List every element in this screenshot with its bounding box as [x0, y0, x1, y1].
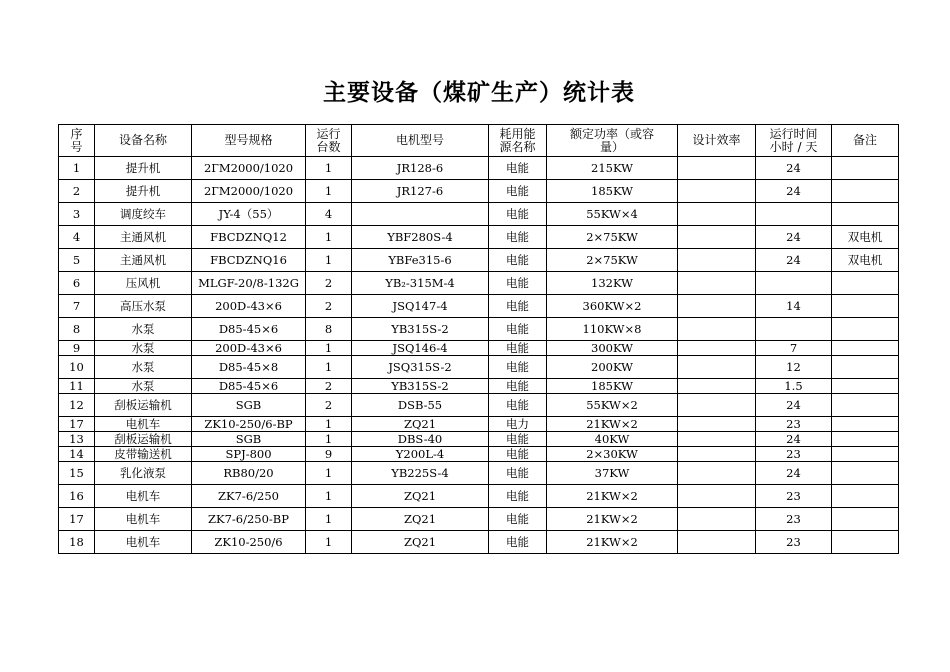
cell-design-efficiency	[678, 394, 756, 417]
cell-index: 7	[59, 295, 95, 318]
cell-design-efficiency	[678, 180, 756, 203]
cell-remarks	[832, 379, 899, 394]
cell-rated-power: 55KW×2	[547, 394, 678, 417]
cell-design-efficiency	[678, 249, 756, 272]
cell-energy-source: 电能	[489, 203, 547, 226]
cell-model-spec: RB80/20	[192, 462, 306, 485]
column-header-run-hours: 运行时间 小时 / 天	[756, 125, 832, 157]
cell-model-spec: ZK7-6/250	[192, 485, 306, 508]
cell-motor-model	[352, 203, 489, 226]
cell-run-hours: 23	[756, 485, 832, 508]
cell-energy-source: 电能	[489, 508, 547, 531]
cell-index: 15	[59, 462, 95, 485]
cell-rated-power: 21KW×2	[547, 485, 678, 508]
cell-equipment-name: 刮板运输机	[95, 432, 192, 447]
cell-design-efficiency	[678, 203, 756, 226]
table-row	[59, 157, 899, 180]
cell-run-hours: 24	[756, 180, 832, 203]
cell-run-hours: 1.5	[756, 379, 832, 394]
cell-index: 4	[59, 226, 95, 249]
cell-running-count: 4	[306, 203, 352, 226]
cell-model-spec: ZK7-6/250-BP	[192, 508, 306, 531]
cell-motor-model: YBF280S-4	[352, 226, 489, 249]
cell-model-spec: SGB	[192, 432, 306, 447]
cell-index: 5	[59, 249, 95, 272]
table-row	[59, 432, 899, 447]
cell-equipment-name: 电机车	[95, 417, 192, 432]
cell-run-hours	[756, 318, 832, 341]
cell-model-spec: ZK10-250/6-BP	[192, 417, 306, 432]
cell-equipment-name: 皮带输送机	[95, 447, 192, 462]
cell-model-spec: 2ГM2000/1020	[192, 157, 306, 180]
cell-index: 17	[59, 417, 95, 432]
cell-equipment-name: 水泵	[95, 379, 192, 394]
table-row	[59, 341, 899, 356]
table-row	[59, 203, 899, 226]
cell-running-count: 1	[306, 485, 352, 508]
cell-rated-power: 300KW	[547, 341, 678, 356]
cell-energy-source: 电能	[489, 272, 547, 295]
table-row	[59, 295, 899, 318]
cell-index: 3	[59, 203, 95, 226]
column-header-rated-power: 额定功率（或容 量）	[547, 125, 678, 157]
cell-rated-power: 132KW	[547, 272, 678, 295]
cell-rated-power: 360KW×2	[547, 295, 678, 318]
cell-run-hours: 24	[756, 432, 832, 447]
cell-energy-source: 电能	[489, 447, 547, 462]
cell-running-count: 2	[306, 379, 352, 394]
cell-running-count: 1	[306, 356, 352, 379]
cell-run-hours: 23	[756, 417, 832, 432]
table-row	[59, 272, 899, 295]
cell-equipment-name: 调度绞车	[95, 203, 192, 226]
cell-rated-power: 2×30KW	[547, 447, 678, 462]
cell-run-hours: 24	[756, 462, 832, 485]
column-header-remarks: 备注	[832, 125, 899, 157]
cell-running-count: 2	[306, 272, 352, 295]
cell-energy-source: 电能	[489, 394, 547, 417]
cell-energy-source: 电能	[489, 318, 547, 341]
cell-rated-power: 185KW	[547, 180, 678, 203]
cell-motor-model: DBS-40	[352, 432, 489, 447]
cell-motor-model: YBFe315-6	[352, 249, 489, 272]
cell-remarks: 双电机	[832, 249, 899, 272]
cell-rated-power: 200KW	[547, 356, 678, 379]
column-header-running-count: 运行 台数	[306, 125, 352, 157]
cell-equipment-name: 高压水泵	[95, 295, 192, 318]
cell-running-count: 8	[306, 318, 352, 341]
cell-run-hours: 23	[756, 447, 832, 462]
cell-motor-model: DSB-55	[352, 394, 489, 417]
cell-energy-source: 电能	[489, 356, 547, 379]
cell-index: 9	[59, 341, 95, 356]
cell-index: 13	[59, 432, 95, 447]
cell-index: 10	[59, 356, 95, 379]
cell-equipment-name: 电机车	[95, 508, 192, 531]
table-row	[59, 531, 899, 554]
cell-motor-model: ZQ21	[352, 508, 489, 531]
cell-equipment-name: 刮板运输机	[95, 394, 192, 417]
cell-equipment-name: 电机车	[95, 485, 192, 508]
cell-rated-power: 21KW×2	[547, 508, 678, 531]
cell-index: 8	[59, 318, 95, 341]
cell-remarks	[832, 485, 899, 508]
cell-remarks	[832, 356, 899, 379]
table-row	[59, 447, 899, 462]
table-row	[59, 379, 899, 394]
cell-model-spec: 200D-43×6	[192, 295, 306, 318]
cell-run-hours: 7	[756, 341, 832, 356]
column-header-equipment-name: 设备名称	[95, 125, 192, 157]
table-row	[59, 485, 899, 508]
cell-model-spec: 2ГM2000/1020	[192, 180, 306, 203]
cell-energy-source: 电能	[489, 432, 547, 447]
cell-running-count: 1	[306, 531, 352, 554]
cell-rated-power: 21KW×2	[547, 417, 678, 432]
cell-remarks	[832, 203, 899, 226]
cell-run-hours: 24	[756, 249, 832, 272]
cell-energy-source: 电能	[489, 180, 547, 203]
cell-remarks	[832, 341, 899, 356]
cell-remarks	[832, 394, 899, 417]
cell-equipment-name: 提升机	[95, 157, 192, 180]
cell-energy-source: 电能	[489, 249, 547, 272]
cell-motor-model: JSQ147-4	[352, 295, 489, 318]
cell-motor-model: ZQ21	[352, 531, 489, 554]
cell-remarks	[832, 272, 899, 295]
column-header-energy-source: 耗用能 源名称	[489, 125, 547, 157]
cell-model-spec: FBCDZNQ16	[192, 249, 306, 272]
column-header-model-spec: 型号规格	[192, 125, 306, 157]
cell-index: 2	[59, 180, 95, 203]
table-row	[59, 462, 899, 485]
cell-running-count: 1	[306, 249, 352, 272]
table-row	[59, 508, 899, 531]
table-row	[59, 226, 899, 249]
cell-motor-model: Y200L-4	[352, 447, 489, 462]
cell-equipment-name: 主通风机	[95, 249, 192, 272]
cell-equipment-name: 压风机	[95, 272, 192, 295]
cell-remarks	[832, 508, 899, 531]
cell-design-efficiency	[678, 485, 756, 508]
table-row	[59, 356, 899, 379]
cell-energy-source: 电能	[489, 295, 547, 318]
column-header-design-efficiency: 设计效率	[678, 125, 756, 157]
cell-rated-power: 215KW	[547, 157, 678, 180]
cell-running-count: 9	[306, 447, 352, 462]
cell-model-spec: MLGF-20/8-132G	[192, 272, 306, 295]
cell-equipment-name: 水泵	[95, 356, 192, 379]
cell-run-hours: 24	[756, 157, 832, 180]
cell-model-spec: D85-45×8	[192, 356, 306, 379]
cell-rated-power: 37KW	[547, 462, 678, 485]
cell-remarks	[832, 531, 899, 554]
cell-design-efficiency	[678, 341, 756, 356]
cell-energy-source: 电能	[489, 485, 547, 508]
cell-index: 18	[59, 531, 95, 554]
cell-rated-power: 2×75KW	[547, 249, 678, 272]
cell-design-efficiency	[678, 508, 756, 531]
cell-motor-model: YB225S-4	[352, 462, 489, 485]
cell-design-efficiency	[678, 356, 756, 379]
cell-remarks	[832, 180, 899, 203]
cell-rated-power: 185KW	[547, 379, 678, 394]
cell-motor-model: YB₂-315M-4	[352, 272, 489, 295]
cell-motor-model: JR128-6	[352, 157, 489, 180]
table-row	[59, 180, 899, 203]
cell-equipment-name: 主通风机	[95, 226, 192, 249]
cell-motor-model: YB315S-2	[352, 318, 489, 341]
cell-running-count: 2	[306, 394, 352, 417]
cell-run-hours	[756, 203, 832, 226]
page-title: 主要设备（煤矿生产）统计表	[323, 80, 635, 106]
cell-index: 16	[59, 485, 95, 508]
cell-rated-power: 21KW×2	[547, 531, 678, 554]
cell-run-hours: 23	[756, 508, 832, 531]
cell-index: 14	[59, 447, 95, 462]
cell-rated-power: 55KW×4	[547, 203, 678, 226]
cell-motor-model: JSQ146-4	[352, 341, 489, 356]
cell-model-spec: D85-45×6	[192, 318, 306, 341]
cell-remarks: 双电机	[832, 226, 899, 249]
cell-remarks	[832, 318, 899, 341]
cell-design-efficiency	[678, 432, 756, 447]
cell-equipment-name: 电机车	[95, 531, 192, 554]
cell-equipment-name: 乳化液泵	[95, 462, 192, 485]
cell-rated-power: 110KW×8	[547, 318, 678, 341]
header-row	[59, 125, 899, 157]
cell-energy-source: 电能	[489, 157, 547, 180]
cell-running-count: 1	[306, 508, 352, 531]
cell-running-count: 1	[306, 462, 352, 485]
table-row	[59, 249, 899, 272]
cell-motor-model: ZQ21	[352, 417, 489, 432]
cell-energy-source: 电能	[489, 226, 547, 249]
cell-motor-model: JR127-6	[352, 180, 489, 203]
cell-running-count: 2	[306, 295, 352, 318]
cell-equipment-name: 提升机	[95, 180, 192, 203]
cell-running-count: 1	[306, 417, 352, 432]
cell-index: 6	[59, 272, 95, 295]
cell-model-spec: SPJ-800	[192, 447, 306, 462]
table-row	[59, 394, 899, 417]
cell-run-hours: 14	[756, 295, 832, 318]
cell-remarks	[832, 447, 899, 462]
cell-motor-model: YB315S-2	[352, 379, 489, 394]
cell-design-efficiency	[678, 417, 756, 432]
cell-design-efficiency	[678, 462, 756, 485]
cell-run-hours: 12	[756, 356, 832, 379]
cell-run-hours: 23	[756, 531, 832, 554]
column-header-motor-model: 电机型号	[352, 125, 489, 157]
cell-design-efficiency	[678, 379, 756, 394]
cell-index: 17	[59, 508, 95, 531]
cell-energy-source: 电能	[489, 531, 547, 554]
cell-model-spec: JY-4（55）	[192, 203, 306, 226]
cell-running-count: 1	[306, 341, 352, 356]
cell-index: 1	[59, 157, 95, 180]
cell-design-efficiency	[678, 226, 756, 249]
cell-model-spec: ZK10-250/6	[192, 531, 306, 554]
cell-equipment-name: 水泵	[95, 341, 192, 356]
cell-model-spec: FBCDZNQ12	[192, 226, 306, 249]
cell-model-spec: SGB	[192, 394, 306, 417]
cell-running-count: 1	[306, 432, 352, 447]
cell-design-efficiency	[678, 157, 756, 180]
cell-index: 12	[59, 394, 95, 417]
cell-energy-source: 电能	[489, 341, 547, 356]
cell-remarks	[832, 295, 899, 318]
cell-remarks	[832, 157, 899, 180]
equipment-table	[58, 124, 899, 554]
cell-motor-model: JSQ315S-2	[352, 356, 489, 379]
cell-energy-source: 电能	[489, 379, 547, 394]
cell-remarks	[832, 432, 899, 447]
cell-rated-power: 40KW	[547, 432, 678, 447]
cell-running-count: 1	[306, 226, 352, 249]
cell-running-count: 1	[306, 180, 352, 203]
cell-energy-source: 电力	[489, 417, 547, 432]
cell-model-spec: D85-45×6	[192, 379, 306, 394]
table-row	[59, 417, 899, 432]
cell-equipment-name: 水泵	[95, 318, 192, 341]
cell-remarks	[832, 462, 899, 485]
table-row	[59, 318, 899, 341]
table-body	[59, 157, 899, 554]
cell-rated-power: 2×75KW	[547, 226, 678, 249]
cell-index: 11	[59, 379, 95, 394]
cell-energy-source: 电能	[489, 462, 547, 485]
cell-run-hours: 24	[756, 226, 832, 249]
cell-run-hours: 24	[756, 394, 832, 417]
cell-design-efficiency	[678, 447, 756, 462]
cell-running-count: 1	[306, 157, 352, 180]
cell-remarks	[832, 417, 899, 432]
cell-design-efficiency	[678, 295, 756, 318]
cell-run-hours	[756, 272, 832, 295]
cell-design-efficiency	[678, 318, 756, 341]
cell-design-efficiency	[678, 272, 756, 295]
cell-model-spec: 200D-43×6	[192, 341, 306, 356]
cell-design-efficiency	[678, 531, 756, 554]
cell-motor-model: ZQ21	[352, 485, 489, 508]
column-header-index: 序 号	[59, 125, 95, 157]
